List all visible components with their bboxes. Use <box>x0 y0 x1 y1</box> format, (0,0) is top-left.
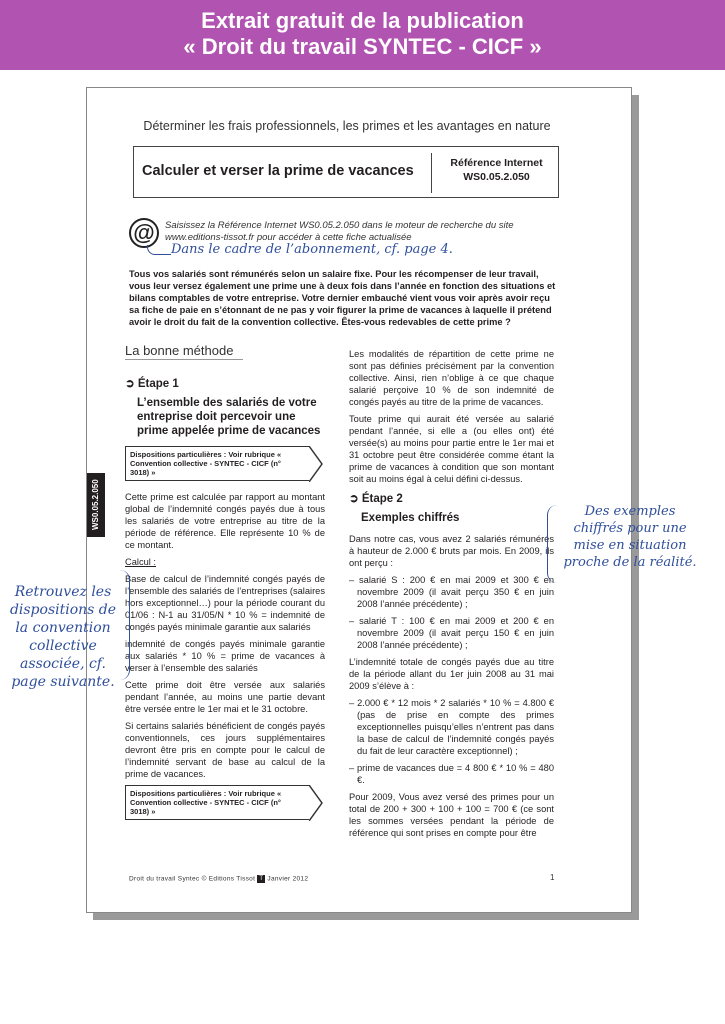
rubric-2-text: Dispositions particulières : Voir rubrique « Convention collective - SYNTEC - CICF (n° 3018) » <box>130 789 282 816</box>
handwritten-cadre-note: Dans le cadre de l’abonnement, cf. page 4. <box>171 242 453 257</box>
reference-code: WS0.05.2.050 <box>463 171 530 183</box>
left-paragraph-5: Si certains salariés bénéficient de congés payés conventionnels, ces jours supplémentaires devront être pris en compte pour le calcul de l’indemnité servant de base au calcul de la prime de vacances. <box>125 721 325 779</box>
page-number: 1 <box>550 873 555 882</box>
handwritten-note-left: Retrouvez les dispositions de la convention collective associée, cf. page suivante. <box>9 584 117 690</box>
list-item: – salarié T : 100 € en mai 2009 et 200 € en novembre 2009 (il avait perçu 150 € en juin 2008 l’année précédente) ; <box>349 616 554 650</box>
etape-2-heading <box>349 493 554 505</box>
right-paragraph-2: Toute prime qui aurait été versée au salarié pendant l’année, si elle a (ou elles ont) été versée(s) au moins pour partie entre le 1er mai et 31 octobre peut être considérée comme étant la prime de vacances à condition que son montant soit au moins égal à celui défini ci-dessus. <box>349 414 554 484</box>
right-paragraph-1: Les modalités de répartition de cette prime ne sont pas définies précisément par la convention collective. Ainsi, rien n’oblige à ce que chaque salarié perçoive 10 % de son indemnité de congés payés au titre de la prime de vacances. <box>349 349 554 407</box>
rubric-box-2[interactable] <box>125 785 309 820</box>
reference-block <box>434 156 559 184</box>
calcul-label: Calcul : <box>125 557 157 567</box>
section-subject: Déterminer les frais professionnels, les primes et les avantages en nature <box>143 119 551 133</box>
right-paragraph-3: Dans notre cas, vous avez 2 salariés rémunérés à hauteur de 2.000 € bruts par mois. En 2009, ils ont perçu : <box>349 534 554 568</box>
banner-line-2: « Droit du travail SYNTEC - CICF » <box>183 34 542 59</box>
list-item: – prime de vacances due = 4 800 € * 10 % = 480 €. <box>349 763 554 785</box>
handwritten-note-right: Des exemples chiffrés pour une mise en situation proche de la réalité. <box>563 504 697 570</box>
title-separator <box>431 153 432 193</box>
etape-1-label: Étape 1 <box>137 378 179 390</box>
etape-1-heading <box>125 378 325 390</box>
document-page <box>86 87 632 913</box>
left-paragraph-2: Base de calcul de l’indemnité congés payés de l’ensemble des salariés de l’entreprises (salaires hors exceptionnel…) pour la période courant du 01/06 : N-1 au 31/05/N * 10 % = indemnité de congés payés minimale garantie aux salariés <box>125 574 325 632</box>
internet-note-line-2: www.editions-tissot.fr pour accéder à cette fiche actualisée <box>165 232 412 243</box>
handwritten-brace-right <box>547 505 557 583</box>
right-paragraph-5: Pour 2009, Vous avez versé des primes pour un total de 200 + 300 + 100 + 100 = 700 € (ce sont les sommes versées pendant la période de référence qui sont prises en compte pour être <box>349 792 554 838</box>
list-item: – salarié S : 200 € en mai 2009 et 300 € en novembre 2009 (il avait perçu 350 € en juin 2008 l’année précédente) ; <box>349 575 554 609</box>
internet-note <box>165 220 565 244</box>
arrow-right-icon <box>309 785 323 821</box>
circle-arrow-icon: ➲ <box>349 493 359 505</box>
methode-heading: La bonne méthode <box>125 345 243 360</box>
internet-note-line-1: Saisissez la Référence Internet WS0.05.2.050 dans le moteur de recherche du site <box>165 220 514 231</box>
publication-banner <box>0 0 725 70</box>
list-item: – 2.000 € * 12 mois * 2 salariés * 10 % = 4.800 € (pas de prise en compte des primes exceptionnelles puisqu’elles n’entrent pas dans la base de calcul de l’indemnité congés payés du fait de leur caractère exceptionnel) ; <box>349 698 554 756</box>
right-paragraph-4: L’indemnité totale de congés payés due au titre de la période allant du 1er juin 2008 au 31 mai 2009 s’élève à : <box>349 657 554 691</box>
reference-label: Référence Internet <box>450 157 543 169</box>
page-title: Calculer et verser la prime de vacances <box>142 163 414 179</box>
left-paragraph-3: indemnité de congés payés minimale garantie aux salariés * 10 % = prime de vacances à verser à l’ensemble des salariés <box>125 639 325 673</box>
at-icon: @ <box>129 218 159 248</box>
reference-side-tab: WS0.05.2.050 <box>87 473 105 537</box>
page-footer <box>129 875 308 883</box>
tissot-logo-icon: T <box>257 875 265 883</box>
left-paragraph-1: Cette prime est calculée par rapport au montant global de l’indemnité congés payés due à tous les salariés de votre entreprise au titre de la période de référence. Elle représente 10 % de ce montant. <box>125 492 325 550</box>
etape-2-label: Étape 2 <box>361 493 403 505</box>
intro-paragraph: Tous vos salariés sont rémunérés selon un salaire fixe. Pour les récompenser de leur travail, vous leur versez également une prime une à deux fois dans l’année en fonction des situations et bilans comptables de votre entreprise. Votre dernier embauché vient vous voir après avoir reçu sa fiche de paie en s’étonnant de ne pas y voir figurer la prime de vacances à laquelle il prétend avoir le droit du fait de la convention collective. Êtes-vous redevables de cette prime ? <box>129 269 556 327</box>
handwritten-connector <box>147 245 171 255</box>
left-paragraph-4: Cette prime doit être versée aux salariés pendant l’année, au moins une partie devant être versée entre le 1er mai et le 31 octobre. <box>125 680 325 714</box>
arrow-right-icon <box>309 446 323 482</box>
left-column <box>125 343 325 830</box>
title-box <box>133 146 559 198</box>
etape-2-title: Exemples chiffrés <box>361 512 460 524</box>
right-column <box>349 348 554 844</box>
rubric-box-1[interactable] <box>125 446 309 481</box>
footer-text: Droit du travail Syntec © Editions Tissot <box>129 875 256 883</box>
rubric-1-text: Dispositions particulières : Voir rubrique « Convention collective - SYNTEC - CICF (n° 3018) » <box>130 450 282 477</box>
circle-arrow-icon: ➲ <box>125 378 135 390</box>
footer-issue: Janvier 2012 <box>267 875 309 883</box>
banner-line-1: Extrait gratuit de la publication <box>201 8 524 33</box>
etape-1-title: L’ensemble des salariés de votre entreprise doit percevoir une prime appelée prime de vacances <box>137 397 321 437</box>
